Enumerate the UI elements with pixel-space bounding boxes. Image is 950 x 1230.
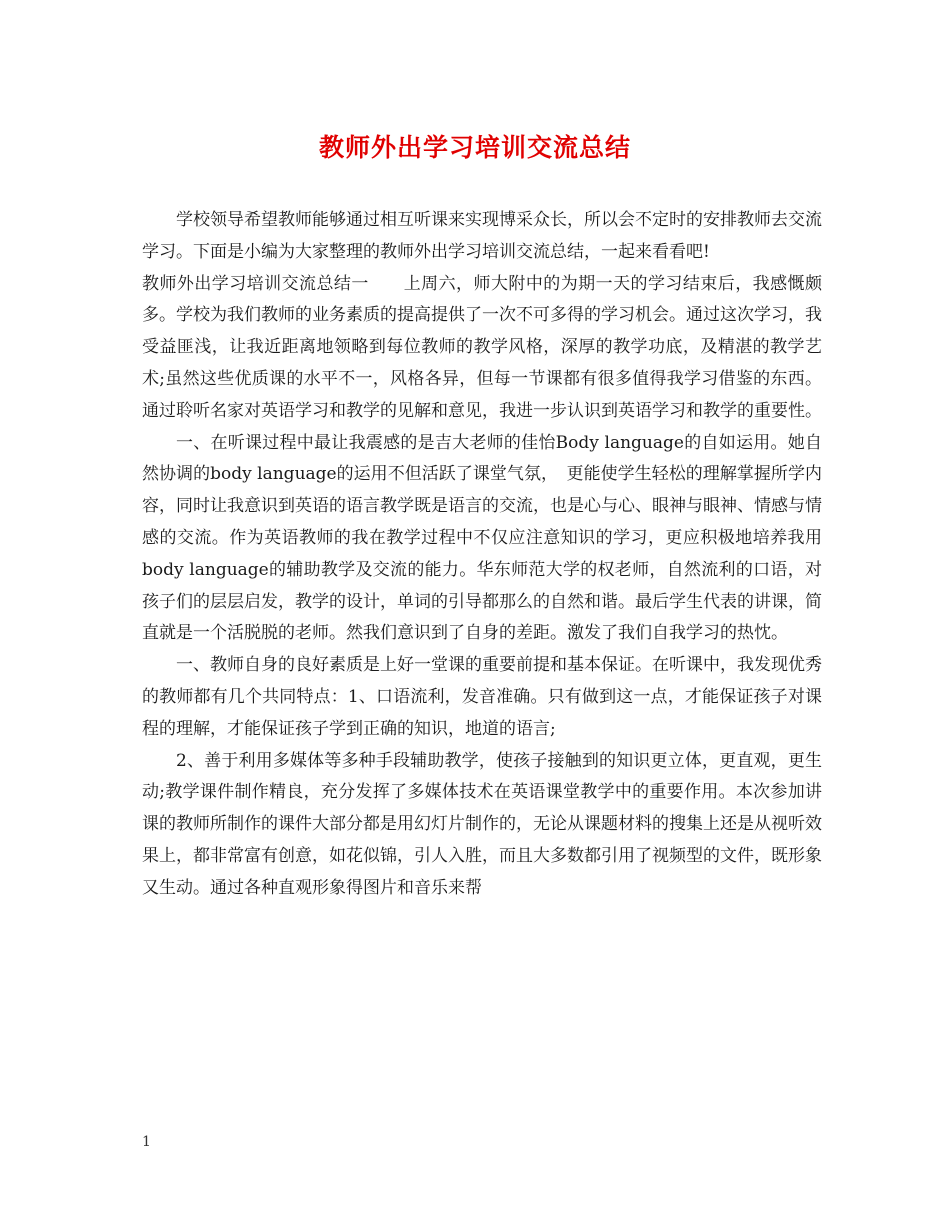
paragraph-body-language: 一、在听课过程中最让我震感的是吉大老师的佳怡Body language的自如运用。她自然协调的body language的运用不但活跃了课堂气氛， 更能使学生轻松的理解掌握所学内容，同时让我意识到英语的语言教学既是语言的交流，也是心与心、眼神与眼神、情感与情感的交流。作为英语教师的我在教学过程中不仅应注意知识的学习，更应积极地培养我用body language的辅助教学及交流的能力。华东师范大学的权老师，自然流利的口语，对孩子们的层层启发，教学的设计，单词的引导都那么的自然和谐。最后学生代表的讲课，简直就是一个活脱脱的老师。然我们意识到了自身的差距。激发了我们自我学习的热忱。: [142, 432, 822, 644]
document-body: [142, 205, 822, 905]
page-number: 1: [142, 1134, 151, 1150]
document-title: 教师外出学习培训交流总结: [318, 133, 631, 162]
paragraph-summary-one: 教师外出学习培训交流总结一 上周六，师大附中的为期一天的学习结束后，我感慨颇多。学校为我们教师的业务素质的提高提供了一次不可多得的学习机会。通过这次学习，我受益匪浅，让我近距离地领略到每位教师的教学风格，深厚的教学功底，及精湛的教学艺术;虽然这些优质课的水平不一，风格各异，但每一节课都有很多值得我学习借鉴的东西。通过聆听名家对英语学习和教学的见解和意见，我进一步认识到英语学习和教学的重要性。: [142, 273, 822, 421]
paragraph-intro: 学校领导希望教师能够通过相互听课来实现博采众长，所以会不定时的安排教师去交流学习。下面是小编为大家整理的教师外出学习培训交流总结，一起来看看吧!: [142, 210, 822, 262]
paragraph-teacher-quality: 一、教师自身的良好素质是上好一堂课的重要前提和基本保证。在听课中，我发现优秀的教师都有几个共同特点：1、口语流利，发音准确。只有做到这一点，才能保证孩子对课程的理解，才能保证孩子学到正确的知识，地道的语言;: [142, 655, 822, 739]
paragraph-multimedia: 2、善于利用多媒体等多种手段辅助教学，使孩子接触到的知识更立体，更直观，更生动;教学课件制作精良，充分发挥了多媒体技术在英语课堂教学中的重要作用。本次参加讲课的教师所制作的课件大部分都是用幻灯片制作的，无论从课题材料的搜集上还是从视听效果上，都非常富有创意，如花似锦，引人入胜，而且大多数都引用了视频型的文件，既形象又生动。通过各种直观形象得图片和音乐来帮: [142, 750, 822, 898]
